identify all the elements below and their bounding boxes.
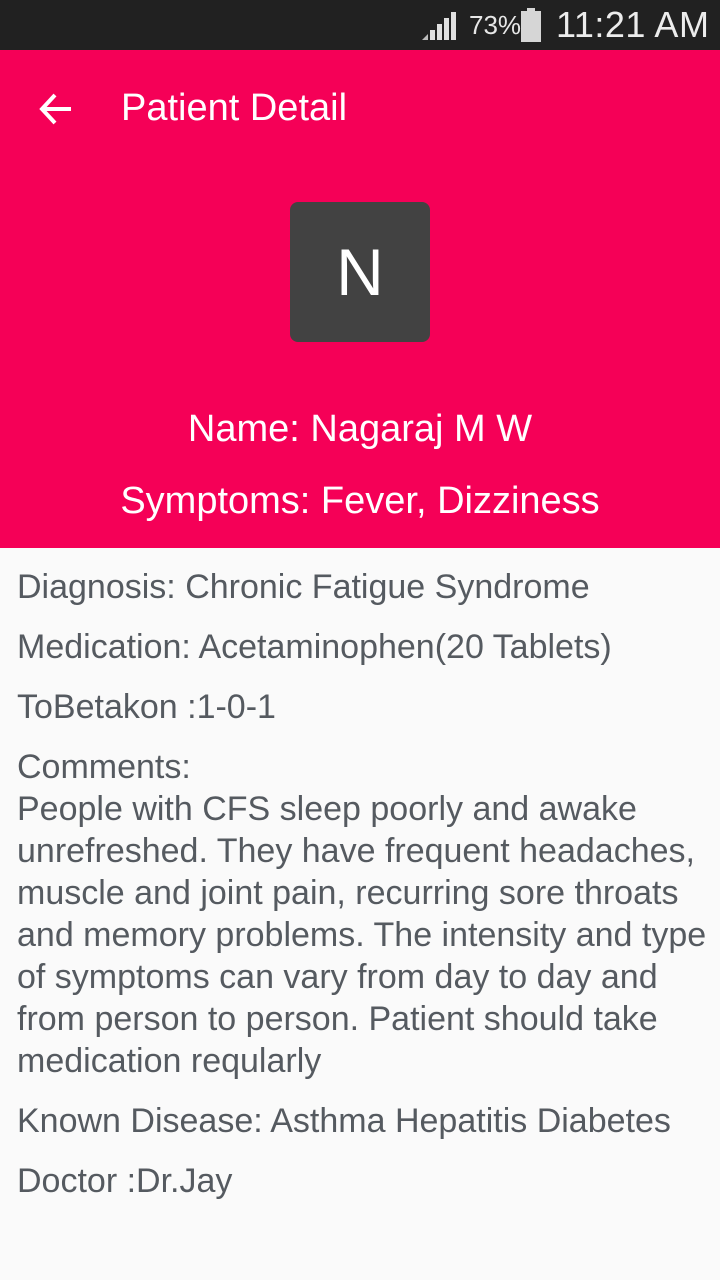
doctor-text: Doctor :Dr.Jay <box>17 1162 233 1200</box>
comments-block <box>17 746 707 1082</box>
dosage-text: ToBetakon :1-0-1 <box>17 688 276 726</box>
arrow-left-icon <box>38 91 74 127</box>
comments-label: Comments: <box>17 748 191 786</box>
medication-text: Medication: Acetaminophen(20 Tablets) <box>17 628 612 666</box>
battery-percent: 73% <box>469 10 522 40</box>
status-clock: 11:21 AM <box>556 4 710 45</box>
status-bar <box>0 0 720 50</box>
patient-header <box>0 50 720 548</box>
diagnosis-text: Diagnosis: Chronic Fatigue Syndrome <box>17 568 590 606</box>
page-title: Patient Detail <box>121 87 348 129</box>
patient-details <box>17 548 707 1202</box>
back-button[interactable] <box>30 83 82 135</box>
patient-symptoms: Symptoms: Fever, Dizziness <box>120 480 600 522</box>
comments-text: People with CFS sleep poorly and awake unrefreshed. They have frequent headaches, muscle and joint pain, recurring sore throats and memory problems. The intensity and type of symptoms can vary from day to day and from person to person. Patient should take medication reqularly <box>17 790 707 1080</box>
known-disease-text: Known Disease: Asthma Hepatitis Diabetes <box>17 1102 671 1140</box>
avatar: N <box>290 202 430 342</box>
battery-icon <box>520 8 542 42</box>
signal-icon <box>420 10 456 42</box>
patient-name: Name: Nagaraj M W <box>187 408 533 450</box>
